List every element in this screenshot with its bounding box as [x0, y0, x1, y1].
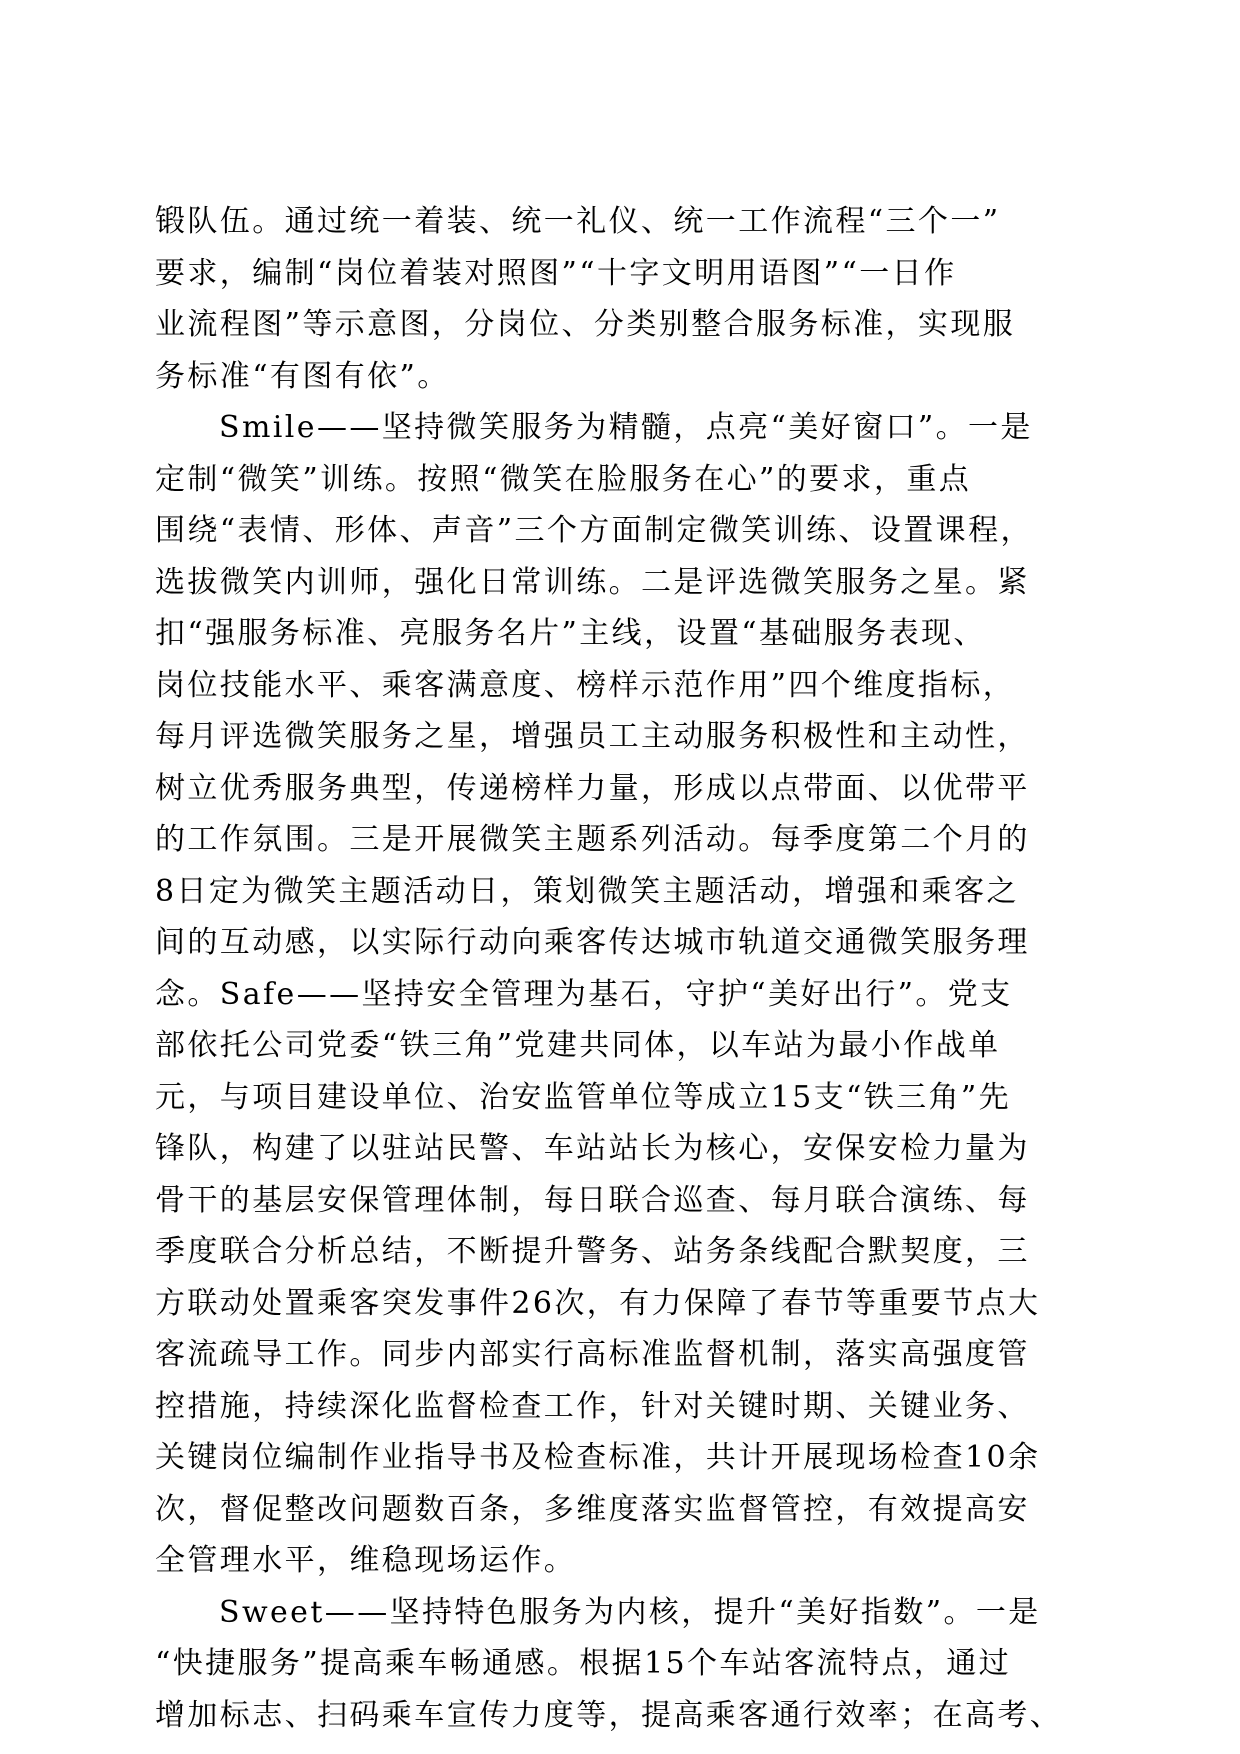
text-line: 业流程图”等示意图，分岗位、分类别整合服务标准，实现服 — [155, 307, 1016, 342]
text-line: 8日定为微笑主题活动日，策划微笑主题活动，增强和乘客之 — [155, 873, 1019, 909]
text-line: 选拔微笑内训师，强化日常训练。二是评选微笑服务之星。紧 — [155, 564, 1030, 600]
text-line: 骨干的基层安保管理体制，每日联合巡查、每月联合演练、每 — [155, 1182, 1030, 1218]
text-line: 增加标志、扫码乘车宣传力度等，提高乘客通行效率；在高考、 — [155, 1697, 1063, 1733]
document-body — [155, 196, 1085, 1741]
text-line: 客流疏导工作。同步内部实行高标准监督机制，落实高强度管 — [155, 1337, 1030, 1372]
text-line: “快捷服务”提高乘车畅通感。根据15个车站客流特点，通过 — [155, 1646, 1012, 1681]
text-line: 全管理水平，维稳现场运作。 — [155, 1543, 577, 1578]
paragraph-first-line: Smile——坚持微笑服务为精髓，点亮“美好窗口”。一是 — [219, 410, 1033, 445]
text-line: 锋队，构建了以驻站民警、车站站长为核心，安保安检力量为 — [155, 1131, 1030, 1166]
text-line: 每月评选微笑服务之星，增强员工主动服务积极性和主动性， — [155, 719, 1030, 754]
text-line: 方联动处置乘客突发事件26次，有力保障了春节等重要节点大 — [155, 1285, 1041, 1321]
text-line: 要求，编制“岗位着装对照图”“十字文明用语图”“一日作 — [155, 255, 957, 291]
text-line: 树立优秀服务典型，传递榜样力量，形成以点带面、以优带平 — [155, 770, 1030, 806]
text-line: 的工作氛围。三是开展微笑主题系列活动。每季度第二个月的 — [155, 822, 1030, 857]
text-line: 元，与项目建设单位、治安监管单位等成立15支“铁三角”先 — [155, 1079, 1012, 1115]
text-line: 部依托公司党委“铁三角”党建共同体，以车站为最小作战单 — [155, 1028, 1001, 1063]
text-line: 次，督促整改问题数百条，多维度落实监督管控，有效提高安 — [155, 1491, 1030, 1527]
text-line: 控措施，持续深化监督检查工作，针对关键时期、关键业务、 — [155, 1388, 1030, 1424]
text-line: 岗位技能水平、乘客满意度、榜样示范作用”四个维度指标， — [155, 667, 1016, 703]
text-line: 季度联合分析总结，不断提升警务、站务条线配合默契度，三 — [155, 1234, 1030, 1269]
text-line: 围绕“表情、形体、声音”三个方面制定微笑训练、设置课程， — [155, 513, 1033, 548]
text-line: 定制“微笑”训练。按照“微笑在脸服务在心”的要求，重点 — [155, 461, 972, 497]
text-line: 扣“强服务标准、亮服务名片”主线，设置“基础服务表现、 — [155, 616, 986, 651]
paragraph-first-line: Sweet——坚持特色服务为内核，提升“美好指数”。一是 — [219, 1594, 1041, 1630]
text-line: 关键岗位编制作业指导书及检查标准，共计开展现场检查10余 — [155, 1440, 1041, 1475]
text-line: 锻队伍。通过统一着装、统一礼仪、统一工作流程“三个一” — [155, 204, 1001, 239]
text-line: 念。Safe——坚持安全管理为基石，守护“美好出行”。党支 — [155, 976, 1013, 1012]
text-line: 务标准“有图有依”。 — [155, 358, 450, 394]
text-line: 间的互动感，以实际行动向乘客传达城市轨道交通微笑服务理 — [155, 925, 1030, 960]
